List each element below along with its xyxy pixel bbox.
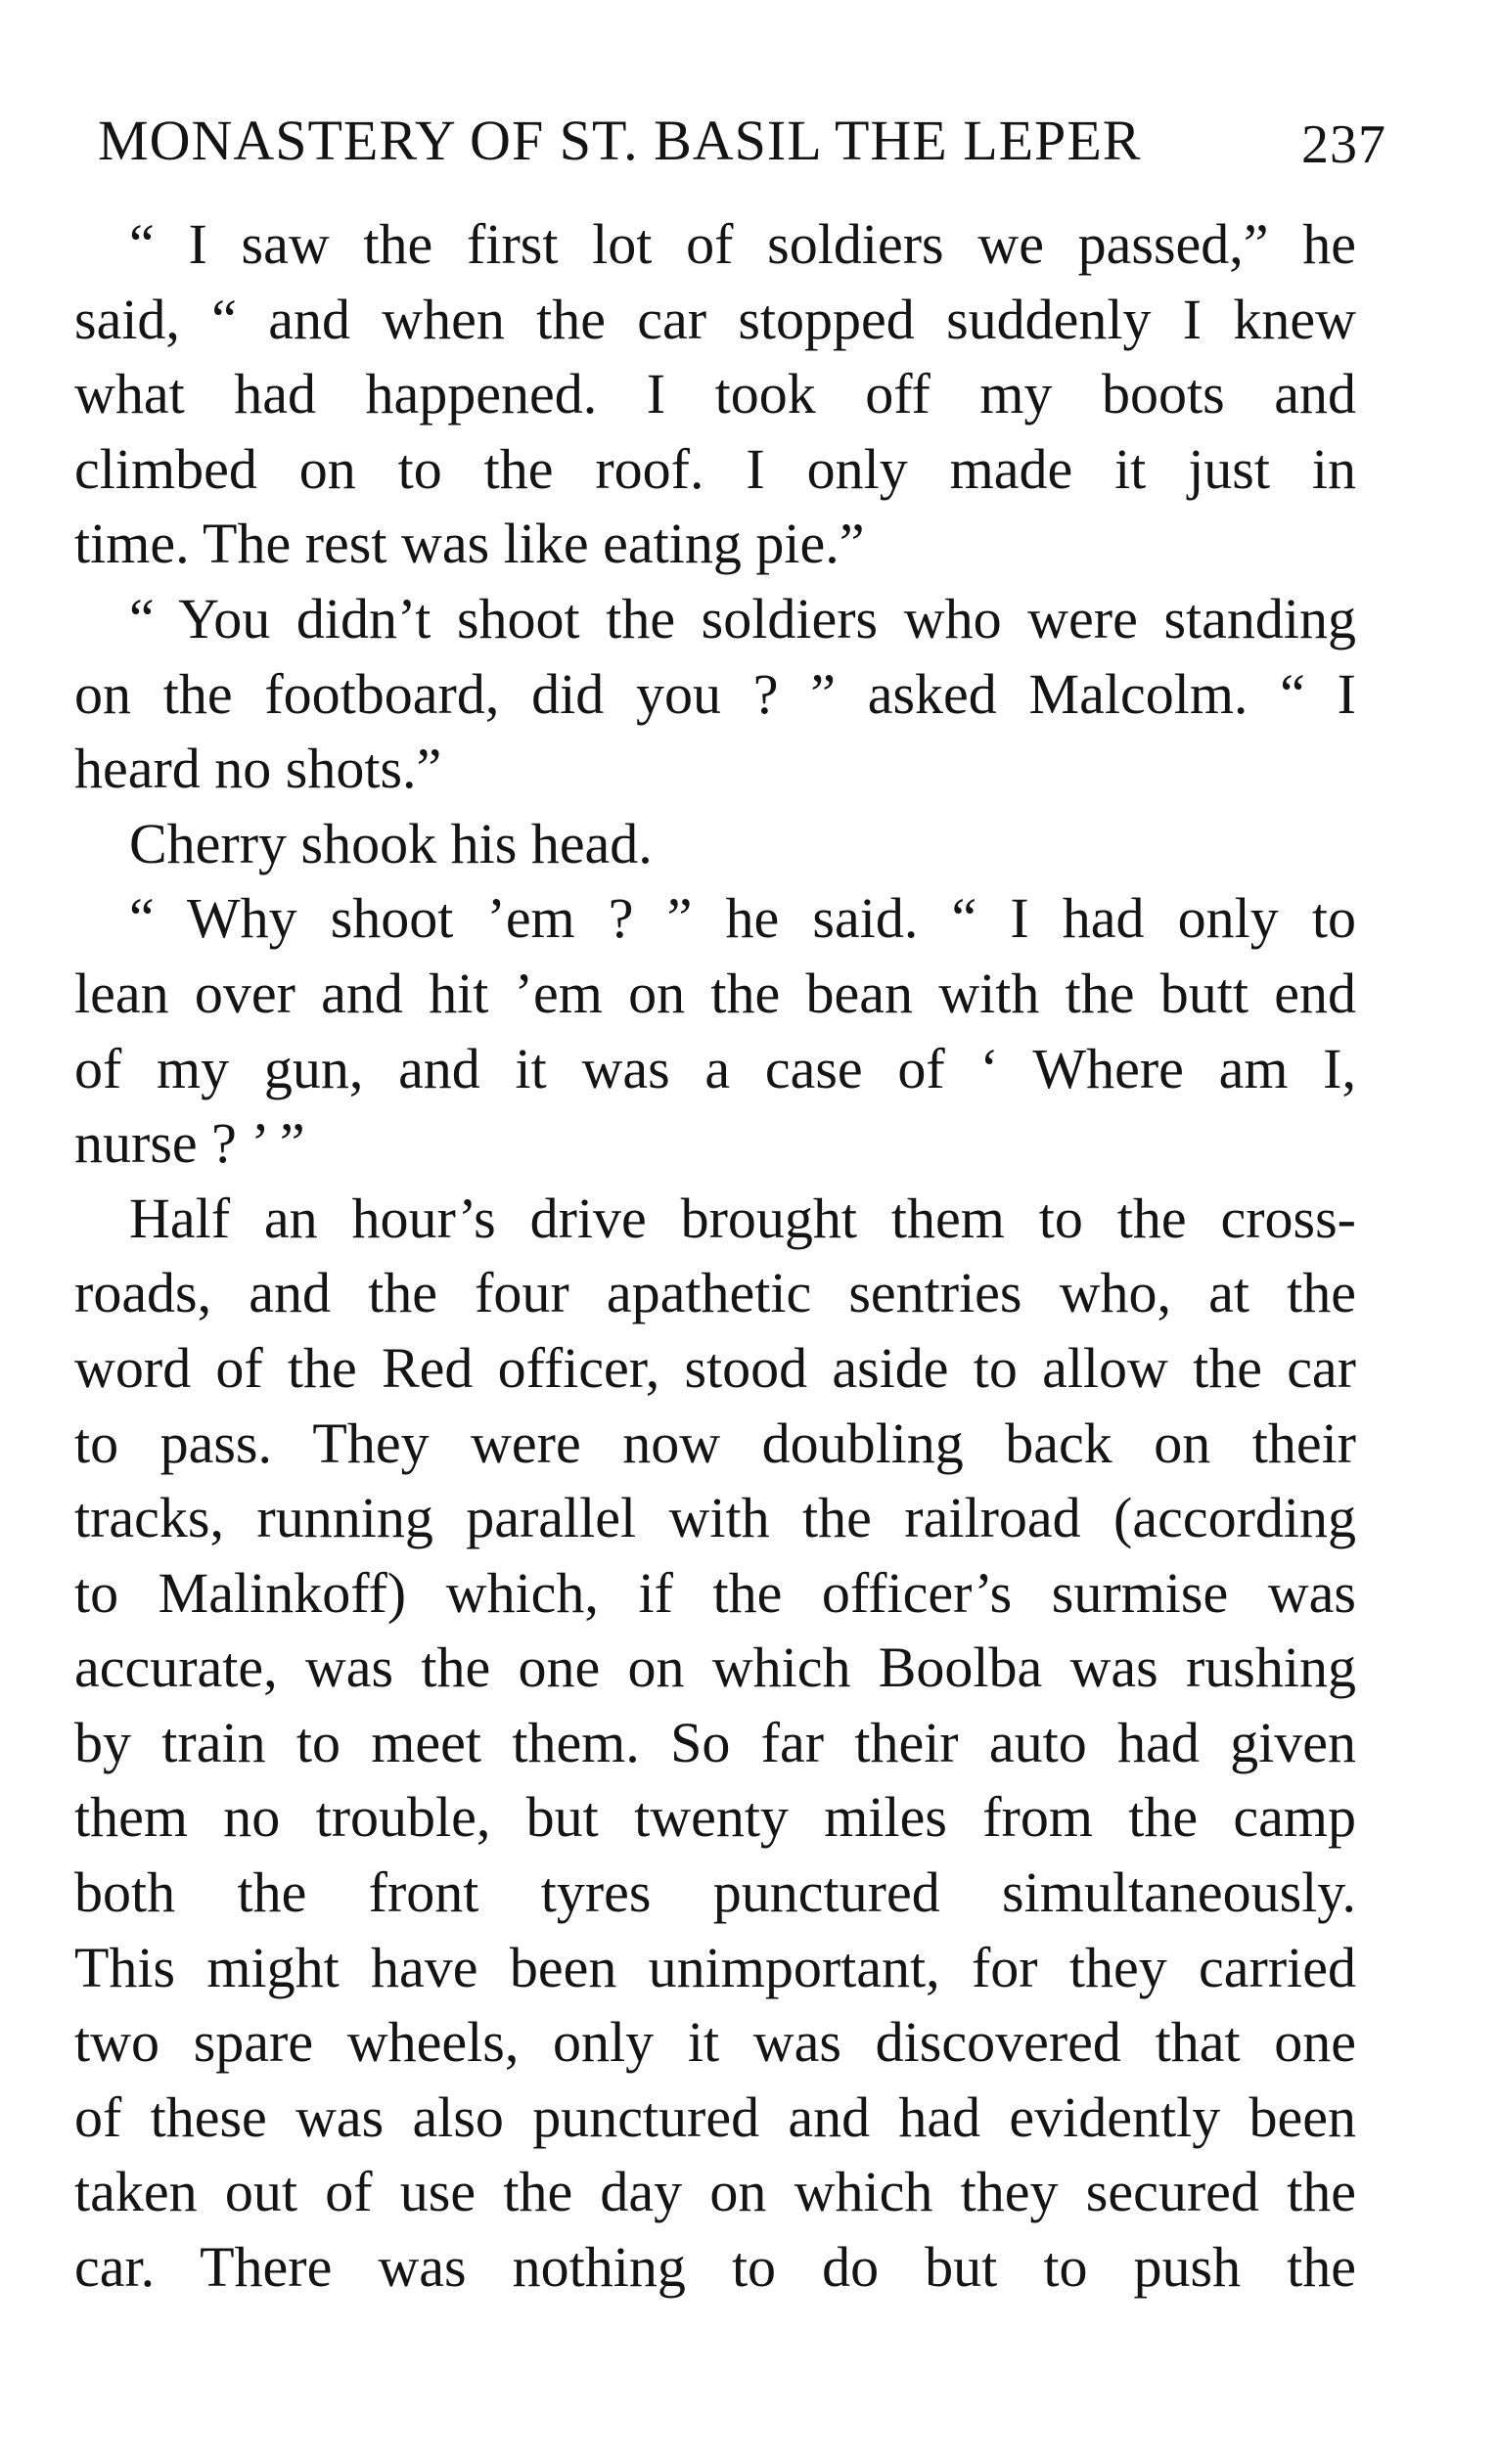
text-line: accurate, was the one on which Boolba was rushing: [74, 1635, 1356, 1700]
text-line: Half an hour’s drive brought them to the cross-: [129, 1186, 1356, 1250]
text-line: on the footboard, did you ? ” asked Malcolm. “ I: [74, 661, 1356, 726]
text-line: This might have been unimportant, for they carried: [74, 1935, 1356, 1999]
text-line: word of the Red officer, stood aside to allow the car: [74, 1335, 1356, 1400]
paragraph: [74, 1182, 1356, 2306]
text-line: by train to meet them. So far their auto had given: [74, 1710, 1356, 1774]
text-line: “ You didn’t shoot the soldiers who were standing: [129, 586, 1356, 650]
text-line: said, “ and when the car stopped suddenly I knew: [74, 287, 1356, 351]
text-line: to Malinkoff) which, if the officer’s surmise was: [74, 1560, 1356, 1625]
page-number: 237: [1301, 114, 1386, 175]
paragraph: [74, 881, 1356, 1181]
text-line: time. The rest was like eating pie.”: [74, 512, 865, 576]
text-line: Cherry shook his head.: [129, 811, 653, 875]
text-line: nurse ? ’ ”: [74, 1111, 305, 1176]
text-line: lean over and hit ’em on the bean with the butt end: [74, 961, 1356, 1025]
text-line: to pass. They were now doubling back on their: [74, 1411, 1356, 1475]
paragraph: [74, 207, 1356, 582]
text-line: of my gun, and it was a case of ‘ Where am I,: [74, 1036, 1356, 1100]
text-line: two spare wheels, only it was discovered that one: [74, 2010, 1356, 2075]
text-line: tracks, running parallel with the railroad (according: [74, 1486, 1356, 1550]
paragraph: [74, 807, 1356, 882]
text-line: of these was also punctured and had evidently been: [74, 2084, 1356, 2149]
text-line: “ Why shoot ’em ? ” he said. “ I had only to: [129, 886, 1356, 951]
paragraph: [74, 582, 1356, 807]
text-line: both the front tyres punctured simultaneously.: [74, 1860, 1356, 1925]
text-line: taken out of use the day on which they secured the: [74, 2160, 1356, 2224]
text-line: what had happened. I took off my boots and: [74, 362, 1356, 426]
text-line: roads, and the four apathetic sentries who, at the: [74, 1261, 1356, 1325]
text-line: “ I saw the first lot of soldiers we passed,” he: [129, 212, 1356, 276]
text-line: heard no shots.”: [74, 737, 442, 801]
text-line: car. There was nothing to do but to push the: [74, 2235, 1356, 2300]
running-title: MONASTERY OF ST. BASIL THE LEPER: [98, 109, 1142, 172]
text-line: climbed on to the roof. I only made it just in: [74, 436, 1356, 501]
text-line: them no trouble, but twenty miles from the camp: [74, 1785, 1356, 1850]
body-text: [74, 207, 1356, 2306]
running-head: [98, 102, 1386, 180]
